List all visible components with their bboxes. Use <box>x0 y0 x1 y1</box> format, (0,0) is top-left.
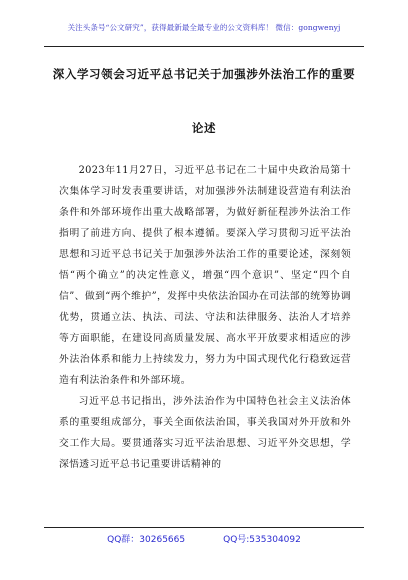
footer-divider <box>44 527 364 528</box>
body-paragraph-2: 习近平总书记指出，涉外法治作为中国特色社会主义法治体系的重要组成部分，事关全面依法治国，事关我国对外开放和外交工作大局。要贯通落实习近平法治思想、习近平外交思想，学深悟透习近平总书记重要讲话精神的 <box>59 396 351 470</box>
footer-qq-number: QQ号:535304092 <box>223 535 301 545</box>
header-note: 关注头条号“公文研究”，获得最新最全最专业的公文资料库！ 微信：gongwenyj <box>67 23 341 32</box>
footer-qq-group: QQ群：30265665 <box>107 535 186 545</box>
document-subtitle: 论述 <box>191 121 217 135</box>
header-divider <box>44 46 364 47</box>
document-title: 深入学习领会习近平总书记关于加强涉外法治工作的重要 <box>52 67 356 81</box>
footer <box>0 532 408 545</box>
document-body <box>59 160 351 475</box>
body-paragraph-1: 2023年11月27日，习近平总书记在二十届中央政治局第十次集体学习时发表重要讲话，对加强涉外法制建设营造有利法治条件和外部环境作出重大战略部署，为做好新征程涉外法治工作指明了前进方向、提供了根本遵循。要深入学习贯彻习近平法治思想和习近平总书记关于加强涉外法治工作的重要论述，深刻领悟“两个确立”的决定性意义，增强“四个意识”、坚定“四个自信”、做到“两个维护”，发挥中央依法治国办在司法部的统筹协调优势，贯通立法、执法、司法、守法和法律服务、法治人才培养等方面职能，在建设同高质量发展、高水平开放要求相适应的涉外法治体系和能力上持续发力，努力为中国式现代化行稳致远营造有利法治条件和外部环境。 <box>59 165 351 386</box>
